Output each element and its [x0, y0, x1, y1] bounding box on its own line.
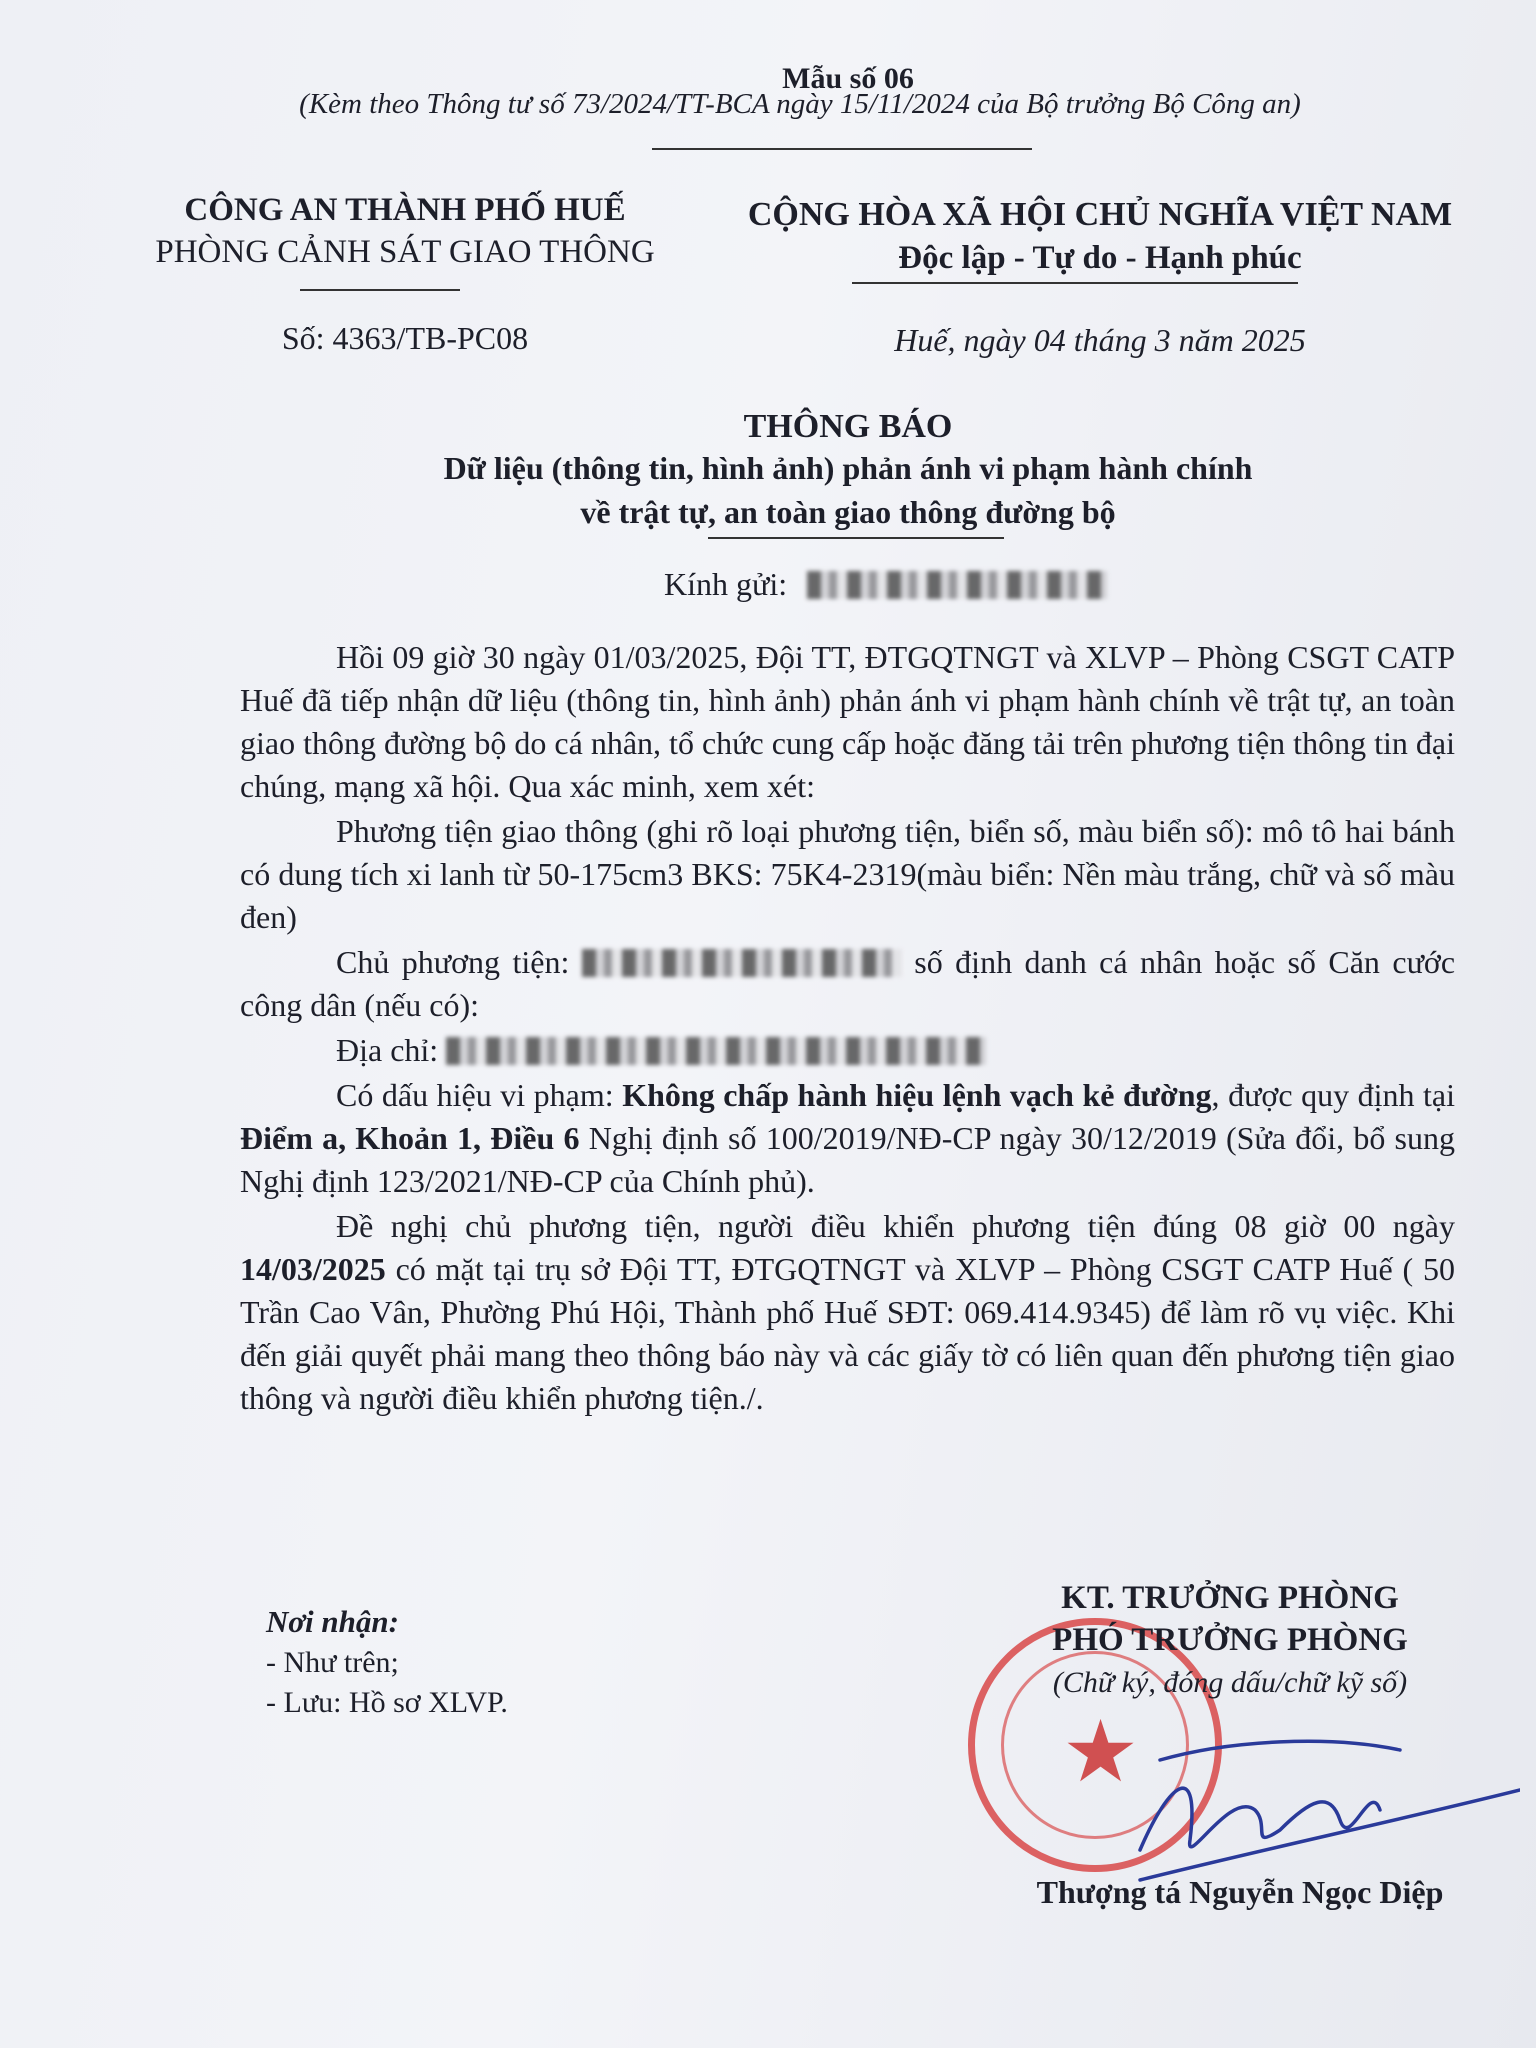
notice-body	[240, 636, 1455, 1420]
violation-description: Không chấp hành hiệu lệnh vạch kẻ đường	[622, 1077, 1212, 1113]
motto-underline	[852, 282, 1298, 284]
request-prefix: Đề nghị chủ phương tiện, người điều khiển phương tiện đúng 08 giờ 00 ngày	[336, 1208, 1455, 1244]
redacted-address	[446, 1037, 986, 1065]
agency-name: CÔNG AN THÀNH PHỐ HUẾ	[184, 192, 626, 228]
title-line-1: Dữ liệu (thông tin, hình ảnh) phản ánh vi phạm hành chính	[443, 450, 1253, 486]
violation-tail: Nghị định số 100/2019/NĐ-CP ngày 30/12/2019 (Sửa đổi, bổ sung Nghị định 123/2021/NĐ-CP của Chính phủ).	[240, 1120, 1456, 1199]
redacted-recipient	[807, 571, 1107, 599]
signer-position: PHÓ TRƯỞNG PHÒNG	[1052, 1622, 1408, 1658]
document-title: THÔNG BÁO	[743, 408, 953, 445]
paragraph-violation	[240, 1074, 1455, 1203]
department-name: PHÒNG CẢNH SÁT GIAO THÔNG	[155, 234, 655, 270]
signature-note: (Chữ ký, đóng dấu/chữ kỹ số)	[1052, 1666, 1408, 1699]
recipients-label: Nơi nhận:	[266, 1604, 399, 1639]
violation-mid: , được quy định tại	[1211, 1077, 1456, 1113]
paragraph-owner	[240, 941, 1455, 1027]
star-icon: ★	[1062, 1702, 1140, 1802]
nation-name: CỘNG HÒA XÃ HỘI CHỦ NGHĨA VIỆT NAM	[747, 196, 1453, 233]
paragraph-address	[240, 1029, 1455, 1072]
owner-tail: số định danh cá nhân hoặc số Căn cước công dân (nếu có):	[240, 944, 1456, 1023]
address-label: Địa chỉ:	[336, 1032, 439, 1068]
document-date: Huế, ngày 04 tháng 3 năm 2025	[894, 322, 1306, 358]
handwritten-signature	[1080, 1720, 1520, 1890]
recipient-item: - Lưu: Hồ sơ XLVP.	[266, 1686, 508, 1719]
paragraph-vehicle: Phương tiện giao thông (ghi rõ loại phương tiện, biển số, màu biển số): mô tô hai bánh có dung tích xi lanh từ 50-175cm3 BKS: 75K4-2319(màu biển: Nền màu trắng, chữ và số màu đen)	[240, 813, 1455, 935]
request-date: 14/03/2025	[240, 1251, 386, 1287]
divider	[652, 148, 1032, 150]
divider	[300, 289, 460, 291]
paragraph-received: Hồi 09 giờ 30 ngày 01/03/2025, Đội TT, ĐTGQTNGT và XLVP – Phòng CSGT CATP Huế đã tiếp nhận dữ liệu (thông tin, hình ảnh) phản ánh vi phạm hành chính về trật tự, an toàn giao thông đường bộ do cá nhân, tổ chức cung cấp hoặc đăng tải trên phương tiện thông tin đại chúng, mạng xã hội. Qua xác minh, xem xét:	[240, 639, 1455, 804]
signer-authority: KT. TRƯỞNG PHÒNG	[1061, 1580, 1399, 1616]
violation-clause: Điểm a, Khoản 1, Điều 6	[240, 1120, 580, 1156]
redacted-owner	[582, 949, 902, 977]
paragraph-request	[240, 1205, 1455, 1420]
request-tail: có mặt tại trụ sở Đội TT, ĐTGQTNGT và XLVP – Phòng CSGT CATP Huế ( 50 Trần Cao Vân, Phường Phú Hội, Thành phố Huế SĐT: 069.414.9345) để làm rõ vụ việc. Khi đến giải quyết phải mang theo thông báo này và các giấy tờ có liên quan đến phương tiện giao thông và người điều khiển phương tiện./.	[240, 1251, 1455, 1416]
document-number: Số: 4363/TB-PC08	[281, 320, 529, 356]
recipient-item: - Như trên;	[266, 1646, 399, 1679]
violation-prefix: Có dấu hiệu vi phạm:	[336, 1077, 623, 1113]
salutation	[664, 566, 1107, 603]
salutation-label: Kính gửi:	[664, 566, 788, 602]
national-motto: Độc lập - Tự do - Hạnh phúc	[898, 240, 1302, 276]
signer-name: Thượng tá Nguyễn Ngọc Diệp	[1036, 1874, 1444, 1910]
title-line-2: về trật tự, an toàn giao thông đường bộ	[580, 494, 1116, 530]
form-reference: (Kèm theo Thông tư số 73/2024/TT-BCA ngày 15/11/2024 của Bộ trưởng Bộ Công an)	[299, 88, 1301, 120]
owner-label: Chủ phương tiện:	[336, 944, 570, 980]
title-underline	[708, 537, 1004, 539]
form-code: Mẫu số 06	[782, 62, 914, 95]
